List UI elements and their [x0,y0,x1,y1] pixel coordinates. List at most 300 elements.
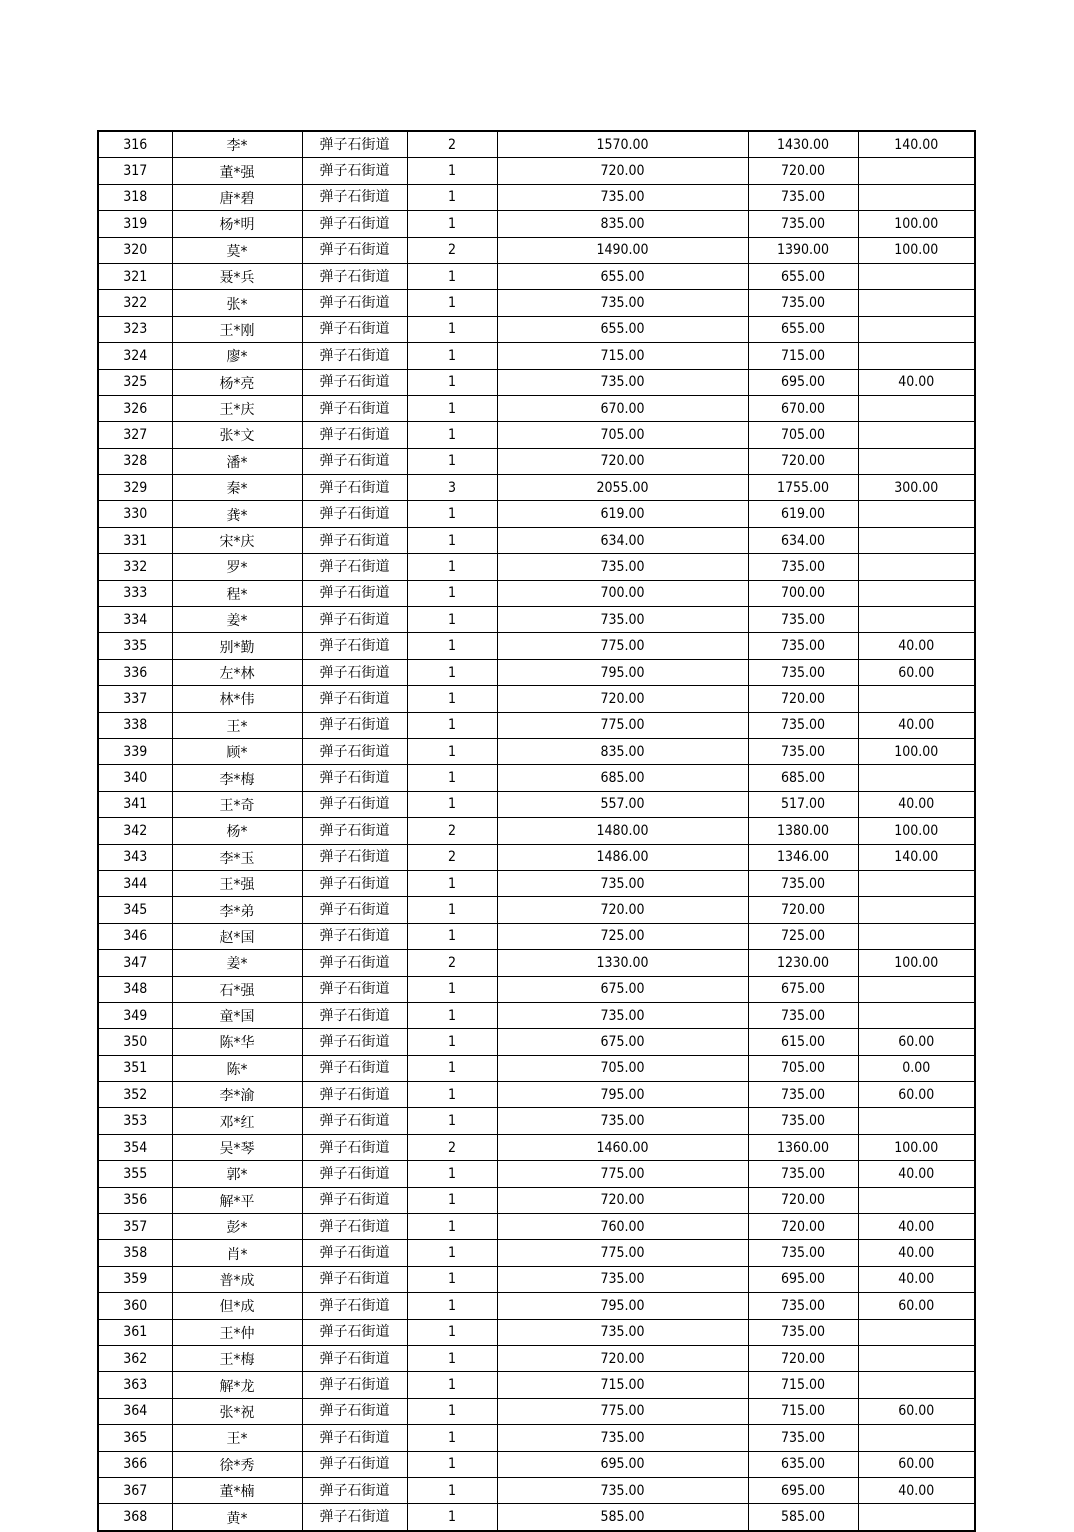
table-row [98,1108,975,1134]
extra-amount-cell [858,1504,975,1531]
extra-amount-cell: 40.00 [858,1214,975,1240]
table-row [98,263,975,289]
extra-amount-cell: 100.00 [858,211,975,237]
total-amount-cell: 775.00 [497,1398,748,1424]
name-cell: 解*龙 [172,1372,302,1398]
total-amount-cell: 735.00 [497,1425,748,1451]
row-number-cell: 344 [98,870,172,896]
row-number-cell: 321 [98,263,172,289]
street-cell: 弹子石街道 [302,1372,407,1398]
base-amount-cell: 585.00 [748,1504,858,1531]
row-number-cell: 320 [98,237,172,263]
row-number-cell: 368 [98,1504,172,1531]
row-number-cell: 363 [98,1372,172,1398]
base-amount-cell: 735.00 [748,1425,858,1451]
table-row [98,316,975,342]
row-number-cell: 335 [98,633,172,659]
extra-amount-cell: 60.00 [858,1398,975,1424]
base-amount-cell: 735.00 [748,738,858,764]
extra-amount-cell: 60.00 [858,659,975,685]
street-cell: 弹子石街道 [302,1451,407,1477]
base-amount-cell: 715.00 [748,1372,858,1398]
base-amount-cell: 695.00 [748,1477,858,1503]
row-number-cell: 345 [98,897,172,923]
name-cell: 但*成 [172,1293,302,1319]
table-row [98,184,975,210]
street-cell: 弹子石街道 [302,844,407,870]
household-size-cell: 1 [407,1372,497,1398]
household-size-cell: 1 [407,184,497,210]
table-body [98,131,975,1531]
street-cell: 弹子石街道 [302,395,407,421]
total-amount-cell: 1486.00 [497,844,748,870]
base-amount-cell: 615.00 [748,1029,858,1055]
total-amount-cell: 675.00 [497,976,748,1002]
extra-amount-cell [858,184,975,210]
extra-amount-cell [858,158,975,184]
total-amount-cell: 720.00 [497,897,748,923]
name-cell: 罗* [172,554,302,580]
total-amount-cell: 795.00 [497,659,748,685]
base-amount-cell: 670.00 [748,395,858,421]
extra-amount-cell: 60.00 [858,1082,975,1108]
extra-amount-cell [858,501,975,527]
base-amount-cell: 1390.00 [748,237,858,263]
row-number-cell: 356 [98,1187,172,1213]
household-size-cell: 1 [407,1161,497,1187]
row-number-cell: 351 [98,1055,172,1081]
household-size-cell: 1 [407,1187,497,1213]
household-size-cell: 1 [407,1293,497,1319]
row-number-cell: 338 [98,712,172,738]
table-row [98,1372,975,1398]
street-cell: 弹子石街道 [302,765,407,791]
table-row [98,950,975,976]
table-row [98,1029,975,1055]
base-amount-cell: 700.00 [748,580,858,606]
total-amount-cell: 735.00 [497,1002,748,1028]
total-amount-cell: 1460.00 [497,1134,748,1160]
base-amount-cell: 705.00 [748,1055,858,1081]
household-size-cell: 1 [407,1425,497,1451]
extra-amount-cell [858,1345,975,1371]
street-cell: 弹子石街道 [302,369,407,395]
base-amount-cell: 735.00 [748,870,858,896]
row-number-cell: 328 [98,448,172,474]
row-number-cell: 354 [98,1134,172,1160]
name-cell: 邓*红 [172,1108,302,1134]
extra-amount-cell: 40.00 [858,1266,975,1292]
table-row [98,422,975,448]
extra-amount-cell: 40.00 [858,1161,975,1187]
table-row [98,343,975,369]
household-size-cell: 1 [407,211,497,237]
name-cell: 吴*琴 [172,1134,302,1160]
table-row [98,923,975,949]
household-size-cell: 2 [407,950,497,976]
household-size-cell: 1 [407,712,497,738]
table-row [98,158,975,184]
extra-amount-cell: 100.00 [858,950,975,976]
base-amount-cell: 735.00 [748,1161,858,1187]
table-row [98,659,975,685]
name-cell: 莫* [172,237,302,263]
household-size-cell: 3 [407,475,497,501]
row-number-cell: 341 [98,791,172,817]
row-number-cell: 332 [98,554,172,580]
street-cell: 弹子石街道 [302,1345,407,1371]
name-cell: 陈* [172,1055,302,1081]
street-cell: 弹子石街道 [302,184,407,210]
household-size-cell: 1 [407,422,497,448]
household-size-cell: 2 [407,237,497,263]
base-amount-cell: 720.00 [748,686,858,712]
row-number-cell: 361 [98,1319,172,1345]
household-size-cell: 1 [407,1504,497,1531]
name-cell: 郭* [172,1161,302,1187]
name-cell: 别*勤 [172,633,302,659]
row-number-cell: 339 [98,738,172,764]
name-cell: 王*庆 [172,395,302,421]
extra-amount-cell [858,316,975,342]
table-row [98,448,975,474]
total-amount-cell: 705.00 [497,1055,748,1081]
street-cell: 弹子石街道 [302,1398,407,1424]
base-amount-cell: 720.00 [748,158,858,184]
household-size-cell: 2 [407,844,497,870]
total-amount-cell: 715.00 [497,1372,748,1398]
street-cell: 弹子石街道 [302,1108,407,1134]
street-cell: 弹子石街道 [302,659,407,685]
extra-amount-cell: 0.00 [858,1055,975,1081]
table-row [98,475,975,501]
base-amount-cell: 517.00 [748,791,858,817]
name-cell: 秦* [172,475,302,501]
base-amount-cell: 735.00 [748,1293,858,1319]
household-size-cell: 1 [407,1055,497,1081]
name-cell: 王*梅 [172,1345,302,1371]
household-size-cell: 1 [407,395,497,421]
household-size-cell: 1 [407,1029,497,1055]
total-amount-cell: 655.00 [497,263,748,289]
street-cell: 弹子石街道 [302,1002,407,1028]
extra-amount-cell: 40.00 [858,369,975,395]
household-size-cell: 1 [407,448,497,474]
street-cell: 弹子石街道 [302,1082,407,1108]
name-cell: 彭* [172,1214,302,1240]
row-number-cell: 362 [98,1345,172,1371]
table-row [98,818,975,844]
row-number-cell: 349 [98,1002,172,1028]
name-cell: 杨* [172,818,302,844]
base-amount-cell: 1230.00 [748,950,858,976]
extra-amount-cell [858,580,975,606]
extra-amount-cell: 40.00 [858,1477,975,1503]
household-size-cell: 2 [407,818,497,844]
extra-amount-cell [858,554,975,580]
table-row [98,1266,975,1292]
total-amount-cell: 715.00 [497,343,748,369]
base-amount-cell: 685.00 [748,765,858,791]
base-amount-cell: 1755.00 [748,475,858,501]
name-cell: 赵*国 [172,923,302,949]
household-size-cell: 1 [407,580,497,606]
name-cell: 石*强 [172,976,302,1002]
name-cell: 姜* [172,607,302,633]
total-amount-cell: 1480.00 [497,818,748,844]
street-cell: 弹子石街道 [302,1134,407,1160]
name-cell: 杨*亮 [172,369,302,395]
street-cell: 弹子石街道 [302,897,407,923]
street-cell: 弹子石街道 [302,1240,407,1266]
table-row [98,1187,975,1213]
name-cell: 杨*明 [172,211,302,237]
extra-amount-cell [858,1108,975,1134]
total-amount-cell: 735.00 [497,369,748,395]
name-cell: 林*伟 [172,686,302,712]
row-number-cell: 350 [98,1029,172,1055]
base-amount-cell: 695.00 [748,1266,858,1292]
total-amount-cell: 675.00 [497,1029,748,1055]
extra-amount-cell: 100.00 [858,237,975,263]
total-amount-cell: 655.00 [497,316,748,342]
total-amount-cell: 695.00 [497,1451,748,1477]
name-cell: 陈*华 [172,1029,302,1055]
total-amount-cell: 585.00 [497,1504,748,1531]
street-cell: 弹子石街道 [302,422,407,448]
name-cell: 张* [172,290,302,316]
total-amount-cell: 775.00 [497,1161,748,1187]
household-size-cell: 1 [407,1345,497,1371]
total-amount-cell: 619.00 [497,501,748,527]
total-amount-cell: 835.00 [497,211,748,237]
household-size-cell: 2 [407,1134,497,1160]
name-cell: 普*成 [172,1266,302,1292]
base-amount-cell: 695.00 [748,369,858,395]
total-amount-cell: 557.00 [497,791,748,817]
extra-amount-cell: 60.00 [858,1029,975,1055]
base-amount-cell: 735.00 [748,1082,858,1108]
total-amount-cell: 735.00 [497,1266,748,1292]
table-row [98,791,975,817]
name-cell: 王* [172,1425,302,1451]
household-size-cell: 1 [407,1398,497,1424]
base-amount-cell: 735.00 [748,1240,858,1266]
total-amount-cell: 775.00 [497,712,748,738]
table-row [98,1214,975,1240]
name-cell: 潘* [172,448,302,474]
total-amount-cell: 1570.00 [497,131,748,158]
row-number-cell: 323 [98,316,172,342]
row-number-cell: 366 [98,1451,172,1477]
row-number-cell: 353 [98,1108,172,1134]
base-amount-cell: 735.00 [748,184,858,210]
extra-amount-cell [858,263,975,289]
extra-amount-cell: 300.00 [858,475,975,501]
total-amount-cell: 670.00 [497,395,748,421]
row-number-cell: 317 [98,158,172,184]
table-row [98,738,975,764]
household-size-cell: 1 [407,923,497,949]
household-size-cell: 2 [407,131,497,158]
base-amount-cell: 675.00 [748,976,858,1002]
base-amount-cell: 619.00 [748,501,858,527]
row-number-cell: 316 [98,131,172,158]
table-row [98,501,975,527]
household-size-cell: 1 [407,527,497,553]
name-cell: 张*文 [172,422,302,448]
extra-amount-cell: 40.00 [858,712,975,738]
street-cell: 弹子石街道 [302,1187,407,1213]
base-amount-cell: 720.00 [748,1345,858,1371]
base-amount-cell: 634.00 [748,527,858,553]
household-size-cell: 1 [407,263,497,289]
table-row [98,1425,975,1451]
base-amount-cell: 735.00 [748,1108,858,1134]
row-number-cell: 346 [98,923,172,949]
base-amount-cell: 1430.00 [748,131,858,158]
household-size-cell: 1 [407,1240,497,1266]
household-size-cell: 1 [407,870,497,896]
name-cell: 廖* [172,343,302,369]
base-amount-cell: 735.00 [748,1002,858,1028]
base-amount-cell: 735.00 [748,554,858,580]
name-cell: 解*平 [172,1187,302,1213]
street-cell: 弹子石街道 [302,290,407,316]
base-amount-cell: 720.00 [748,1187,858,1213]
name-cell: 黄* [172,1504,302,1531]
street-cell: 弹子石街道 [302,633,407,659]
name-cell: 董*强 [172,158,302,184]
name-cell: 张*祝 [172,1398,302,1424]
street-cell: 弹子石街道 [302,316,407,342]
household-size-cell: 1 [407,1451,497,1477]
total-amount-cell: 735.00 [497,1319,748,1345]
street-cell: 弹子石街道 [302,554,407,580]
table-row [98,369,975,395]
row-number-cell: 340 [98,765,172,791]
street-cell: 弹子石街道 [302,738,407,764]
extra-amount-cell: 100.00 [858,1134,975,1160]
row-number-cell: 333 [98,580,172,606]
base-amount-cell: 735.00 [748,1319,858,1345]
street-cell: 弹子石街道 [302,527,407,553]
name-cell: 唐*碧 [172,184,302,210]
table-row [98,1345,975,1371]
row-number-cell: 357 [98,1214,172,1240]
base-amount-cell: 1346.00 [748,844,858,870]
name-cell: 李*渝 [172,1082,302,1108]
household-size-cell: 1 [407,686,497,712]
total-amount-cell: 1490.00 [497,237,748,263]
name-cell: 顾* [172,738,302,764]
extra-amount-cell: 100.00 [858,738,975,764]
name-cell: 董*楠 [172,1477,302,1503]
extra-amount-cell: 40.00 [858,1240,975,1266]
total-amount-cell: 835.00 [497,738,748,764]
household-size-cell: 1 [407,1214,497,1240]
base-amount-cell: 720.00 [748,448,858,474]
row-number-cell: 359 [98,1266,172,1292]
street-cell: 弹子石街道 [302,131,407,158]
base-amount-cell: 735.00 [748,712,858,738]
total-amount-cell: 760.00 [497,1214,748,1240]
extra-amount-cell [858,607,975,633]
extra-amount-cell [858,448,975,474]
street-cell: 弹子石街道 [302,818,407,844]
household-size-cell: 1 [407,369,497,395]
street-cell: 弹子石街道 [302,1504,407,1531]
name-cell: 童*国 [172,1002,302,1028]
street-cell: 弹子石街道 [302,158,407,184]
table-row [98,237,975,263]
household-size-cell: 1 [407,633,497,659]
extra-amount-cell [858,395,975,421]
household-size-cell: 1 [407,501,497,527]
household-size-cell: 1 [407,607,497,633]
row-number-cell: 324 [98,343,172,369]
table-row [98,1055,975,1081]
row-number-cell: 364 [98,1398,172,1424]
street-cell: 弹子石街道 [302,580,407,606]
extra-amount-cell [858,870,975,896]
table-row [98,1161,975,1187]
base-amount-cell: 715.00 [748,1398,858,1424]
total-amount-cell: 735.00 [497,184,748,210]
name-cell: 左*林 [172,659,302,685]
base-amount-cell: 1360.00 [748,1134,858,1160]
row-number-cell: 343 [98,844,172,870]
extra-amount-cell [858,1002,975,1028]
extra-amount-cell [858,1425,975,1451]
household-size-cell: 1 [407,1082,497,1108]
base-amount-cell: 720.00 [748,1214,858,1240]
name-cell: 王*刚 [172,316,302,342]
total-amount-cell: 735.00 [497,1108,748,1134]
total-amount-cell: 775.00 [497,1240,748,1266]
total-amount-cell: 725.00 [497,923,748,949]
row-number-cell: 358 [98,1240,172,1266]
street-cell: 弹子石街道 [302,1477,407,1503]
table-row [98,686,975,712]
table-row [98,1398,975,1424]
table-row [98,1293,975,1319]
street-cell: 弹子石街道 [302,870,407,896]
base-amount-cell: 735.00 [748,633,858,659]
base-amount-cell: 725.00 [748,923,858,949]
table-row [98,765,975,791]
row-number-cell: 318 [98,184,172,210]
street-cell: 弹子石街道 [302,448,407,474]
extra-amount-cell: 60.00 [858,1451,975,1477]
row-number-cell: 336 [98,659,172,685]
extra-amount-cell [858,686,975,712]
total-amount-cell: 685.00 [497,765,748,791]
table-row [98,1451,975,1477]
row-number-cell: 352 [98,1082,172,1108]
street-cell: 弹子石街道 [302,237,407,263]
street-cell: 弹子石街道 [302,686,407,712]
table-row [98,1240,975,1266]
base-amount-cell: 735.00 [748,211,858,237]
table-row [98,976,975,1002]
extra-amount-cell [858,527,975,553]
name-cell: 聂*兵 [172,263,302,289]
name-cell: 王*强 [172,870,302,896]
extra-amount-cell: 140.00 [858,131,975,158]
street-cell: 弹子石街道 [302,1055,407,1081]
street-cell: 弹子石街道 [302,976,407,1002]
